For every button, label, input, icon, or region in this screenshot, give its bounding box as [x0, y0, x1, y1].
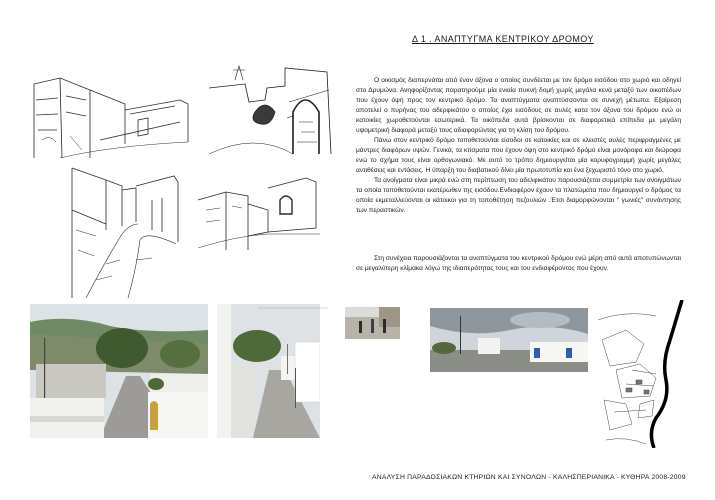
page-title: Δ 1 . ΑΝΑΠΤΥΓΜΑ ΚΕΝΤΡΙΚΟΥ ΔΡΟΜΟΥ [412, 34, 594, 44]
sketch-alley-houses [196, 170, 322, 250]
site-plan-map [596, 300, 694, 448]
paragraph-2: Πάνω στον κεντρικό δρόμο τοποθετούνται είσοδοι σε κατοικίες και σε κλειστές αυλές περιφραγμένες με μάντρες διαφόρων υψών. Γενικά, τα κτίσματα που έχουν όψη στο κεντρικό δρόμο είναι μονόροφα και διώροφα ενώ το σχήμα τους είναι ορθογωνιακό. Με αυτό το τρόπο δημιουργείται μία κορυφογραμμή χωρίς μεγάλες αντιθέσεις και εντάσεις. Η ύπαρξη του διαβατικού δίνει μία πρωτοτυπία και ένα ξεχωριστό τόνο στο χωριό. [356, 137, 681, 174]
text-block-1 [356, 76, 681, 216]
photo-houses-cloudy-sky [430, 308, 588, 372]
sketch-street-perspective [30, 70, 190, 158]
paragraph-3: Τα ανοίγματα είναι μικρά ενώ στη περίπτωση του αδελφικάτου παρουσιάζεται συμμετρία των ανοιγμάτων τα οποία τοποθετούνται εκατέρωθεν της εισόδου.Ενδιαφέρον έχουν τα πλατώματα που δημιουργεί ο δρόμος τα οποία εκμεταλλεύονται οι κάτοικοι για τη τοποθέτηση πεζουλιών .Έτσι διαμορφώνονται " γωνιές" συνάντησης των περαστικών. [356, 177, 681, 214]
paragraph-1: Ο οικισμός διαπερνάται από έναν άξονα ο οποίος συνδέεται με τον δρόμο εισόδου στο χωριό και οδηγεί στο Δρυμώνα. Ανηφορίζοντας παρατηρούμε μία ενιαία πυκνή δομή χωρίς μεγάλα κενά μεταξύ των οικοπέδων που έχουν όψη προς τον κεντρικό δρόμο. Τα αναπτύγματα αναπτύσσονται σε συνεχή μέτωπα. Εξαίρεση αποτελεί ο πυρήνας του αδερφικάτου ο οποίος έχει εισόδους σε αυλές κατα τον άξονα του δρόμου ενώ οι κατοικίες χωροθετούνται εσωτερικά. Τα οικόπεδα αυτά βρίσκονται σε διαφορετικά επίπεδα με μεγάλη υψομετρική διαφορά μεταξύ τους αδιαφορώντας για τη κλίση του δρόμου. [356, 77, 681, 134]
footer: ΑΝΑΛΥΣΗ ΠΑΡΑΔΟΣΙΑΚΩΝ ΚΤΗΡΙΩΝ ΚΑΙ ΣΥΝΟΛΩΝ - ΚΑΛΗΣΠΕΡΙΑΝΙΚΑ - ΚΥΘΗΡΑ 2008-2009 [372, 474, 686, 481]
photo-people-street [345, 307, 400, 339]
text-block-2 [356, 254, 681, 274]
photo-village-road [30, 304, 208, 438]
paragraph-4: Στη συνέχεια παρουσιάζονται τα αναπτύγματα του κεντρικού δρόμου ενώ μέρη από αυτά αποτυπώνωνται σε μεγαλύτερη κλίμακα λόγω της ιδιαιτερότητας τους και του ενδιαφέροντος που έχουν. [356, 255, 681, 272]
divider-line [258, 306, 328, 310]
sketch-road-perspective [66, 160, 182, 298]
photo-whitewashed-street [217, 304, 320, 438]
sketch-arched-passage [205, 62, 335, 158]
